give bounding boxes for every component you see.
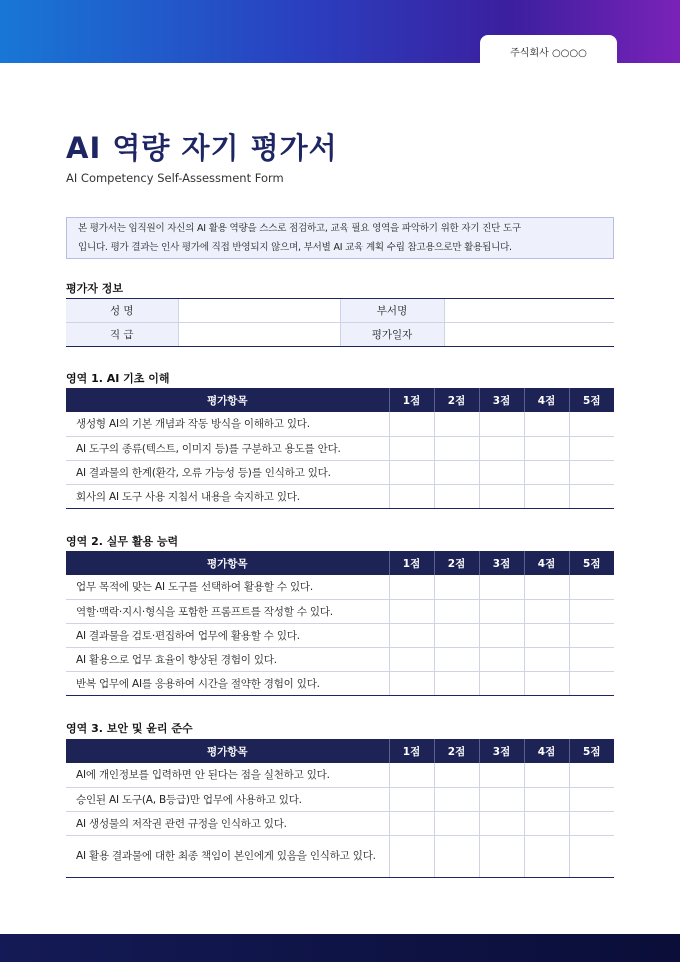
score-cell[interactable] [569, 623, 614, 647]
score-cell[interactable] [524, 460, 569, 484]
table-row [66, 811, 614, 835]
notice-box [66, 217, 614, 259]
header-score-4: 4점 [524, 551, 569, 575]
score-cell[interactable] [569, 436, 614, 460]
score-cell[interactable] [479, 671, 524, 695]
score-cell[interactable] [569, 599, 614, 623]
company-name-tab [480, 35, 617, 67]
score-cell[interactable] [569, 787, 614, 811]
score-cell[interactable] [524, 623, 569, 647]
header-item: 평가항목 [66, 551, 389, 575]
score-cell[interactable] [479, 647, 524, 671]
header-score-2: 2점 [434, 739, 479, 763]
score-cell[interactable] [389, 647, 434, 671]
page-title: AI 역량 자기 평가서 [66, 131, 338, 165]
score-cell[interactable] [389, 835, 434, 877]
score-cell[interactable] [434, 412, 479, 436]
score-cell[interactable] [434, 647, 479, 671]
company-name: 주식회사 ○○○○ [510, 47, 587, 59]
score-cell[interactable] [524, 575, 569, 599]
score-cell[interactable] [569, 647, 614, 671]
header-score-4: 4점 [524, 739, 569, 763]
score-cell[interactable] [434, 811, 479, 835]
table-row [66, 412, 614, 436]
header-score-5: 5점 [569, 739, 614, 763]
score-cell[interactable] [479, 575, 524, 599]
score-cell[interactable] [389, 575, 434, 599]
score-cell[interactable] [569, 460, 614, 484]
score-cell[interactable] [479, 623, 524, 647]
score-cell[interactable] [434, 575, 479, 599]
section-1-title: 영역 1. AI 기초 이해 [66, 372, 170, 385]
header-score-5: 5점 [569, 388, 614, 412]
item-text: AI 결과물의 한계(환각, 오류 가능성 등)를 인식하고 있다. [66, 460, 389, 484]
header-score-3: 3점 [479, 739, 524, 763]
score-cell[interactable] [524, 412, 569, 436]
score-cell[interactable] [569, 763, 614, 787]
section-3-table [66, 739, 614, 878]
score-cell[interactable] [389, 787, 434, 811]
score-cell[interactable] [524, 647, 569, 671]
score-cell[interactable] [479, 484, 524, 508]
score-cell[interactable] [569, 835, 614, 877]
dept-field[interactable] [444, 299, 614, 323]
score-cell[interactable] [479, 811, 524, 835]
header-score-5: 5점 [569, 551, 614, 575]
table-row [66, 460, 614, 484]
score-cell[interactable] [569, 811, 614, 835]
item-text: AI 활용으로 업무 효율이 향상된 경험이 있다. [66, 647, 389, 671]
footer-band [0, 934, 680, 962]
score-cell[interactable] [434, 763, 479, 787]
score-cell[interactable] [524, 484, 569, 508]
score-cell[interactable] [389, 412, 434, 436]
item-text: AI 생성물의 저작권 관련 규정을 인식하고 있다. [66, 811, 389, 835]
item-text: AI 도구의 종류(텍스트, 이미지 등)를 구분하고 용도를 안다. [66, 436, 389, 460]
position-field[interactable] [178, 323, 340, 347]
score-cell[interactable] [434, 835, 479, 877]
score-cell[interactable] [479, 599, 524, 623]
table-header-row [66, 551, 614, 575]
table-row [66, 575, 614, 599]
name-field[interactable] [178, 299, 340, 323]
dept-label: 부서명 [340, 299, 444, 323]
item-text: 승인된 AI 도구(A, B등급)만 업무에 사용하고 있다. [66, 787, 389, 811]
score-cell[interactable] [434, 787, 479, 811]
header-score-3: 3점 [479, 551, 524, 575]
score-cell[interactable] [434, 436, 479, 460]
header-score-1: 1점 [389, 388, 434, 412]
table-row [66, 787, 614, 811]
item-text: AI에 개인정보를 입력하면 안 된다는 점을 실천하고 있다. [66, 763, 389, 787]
section-2-title: 영역 2. 실무 활용 능력 [66, 535, 179, 548]
score-cell[interactable] [479, 835, 524, 877]
score-cell[interactable] [389, 436, 434, 460]
header-score-2: 2점 [434, 388, 479, 412]
score-cell[interactable] [389, 484, 434, 508]
score-cell[interactable] [524, 599, 569, 623]
score-cell[interactable] [524, 787, 569, 811]
name-label: 성 명 [66, 299, 178, 323]
table-row [66, 623, 614, 647]
score-cell[interactable] [569, 412, 614, 436]
item-text: 역할·맥락·지시·형식을 포함한 프롬프트를 작성할 수 있다. [66, 599, 389, 623]
date-label: 평가일자 [340, 323, 444, 347]
table-row [66, 647, 614, 671]
score-cell[interactable] [524, 763, 569, 787]
score-cell[interactable] [434, 671, 479, 695]
score-cell[interactable] [569, 575, 614, 599]
item-text: 생성형 AI의 기본 개념과 작동 방식을 이해하고 있다. [66, 412, 389, 436]
page-subtitle: AI Competency Self-Assessment Form [66, 171, 284, 185]
score-cell[interactable] [479, 436, 524, 460]
score-cell[interactable] [479, 787, 524, 811]
header-score-4: 4점 [524, 388, 569, 412]
score-cell[interactable] [524, 811, 569, 835]
item-text: 회사의 AI 도구 사용 지침서 내용을 숙지하고 있다. [66, 484, 389, 508]
item-text: AI 결과물을 검토·편집하여 업무에 활용할 수 있다. [66, 623, 389, 647]
notice-line-2: 입니다. 평가 결과는 인사 평가에 직접 반영되지 않으며, 부서별 AI 교육 계획 수립 참고용으로만 활용됩니다. [78, 242, 512, 253]
score-cell[interactable] [389, 671, 434, 695]
header-score-2: 2점 [434, 551, 479, 575]
section-2-table [66, 551, 614, 696]
section-1-table [66, 388, 614, 509]
score-cell[interactable] [524, 671, 569, 695]
score-cell[interactable] [569, 671, 614, 695]
score-cell[interactable] [479, 763, 524, 787]
score-cell[interactable] [479, 412, 524, 436]
score-cell[interactable] [389, 763, 434, 787]
table-header-row [66, 388, 614, 412]
evaluator-info-table [66, 298, 614, 347]
score-cell[interactable] [389, 460, 434, 484]
score-cell[interactable] [524, 835, 569, 877]
section-3-title: 영역 3. 보안 및 윤리 준수 [66, 722, 193, 735]
score-cell[interactable] [434, 460, 479, 484]
header-score-3: 3점 [479, 388, 524, 412]
header-item: 평가항목 [66, 388, 389, 412]
score-cell[interactable] [569, 484, 614, 508]
date-field[interactable] [444, 323, 614, 347]
score-cell[interactable] [389, 599, 434, 623]
score-cell[interactable] [524, 436, 569, 460]
score-cell[interactable] [434, 599, 479, 623]
evaluator-section-title: 평가자 정보 [66, 282, 123, 295]
item-text: 반복 업무에 AI를 응용하여 시간을 절약한 경험이 있다. [66, 671, 389, 695]
table-row [66, 671, 614, 695]
notice-line-1: 본 평가서는 임직원이 자신의 AI 활용 역량을 스스로 점검하고, 교육 필요 영역을 파악하기 위한 자기 진단 도구 [78, 223, 521, 234]
header-score-1: 1점 [389, 551, 434, 575]
evaluator-row [66, 323, 614, 347]
header-score-1: 1점 [389, 739, 434, 763]
table-header-row [66, 739, 614, 763]
score-cell[interactable] [434, 623, 479, 647]
score-cell[interactable] [434, 484, 479, 508]
table-row [66, 835, 614, 877]
header-item: 평가항목 [66, 739, 389, 763]
table-row [66, 599, 614, 623]
item-text: 업무 목적에 맞는 AI 도구를 선택하여 활용할 수 있다. [66, 575, 389, 599]
score-cell[interactable] [389, 811, 434, 835]
table-row [66, 763, 614, 787]
score-cell[interactable] [389, 623, 434, 647]
position-label: 직 급 [66, 323, 178, 347]
item-text: AI 활용 결과물에 대한 최종 책임이 본인에게 있음을 인식하고 있다. [66, 835, 389, 877]
score-cell[interactable] [479, 460, 524, 484]
table-row [66, 484, 614, 508]
table-row [66, 436, 614, 460]
evaluator-row [66, 299, 614, 323]
